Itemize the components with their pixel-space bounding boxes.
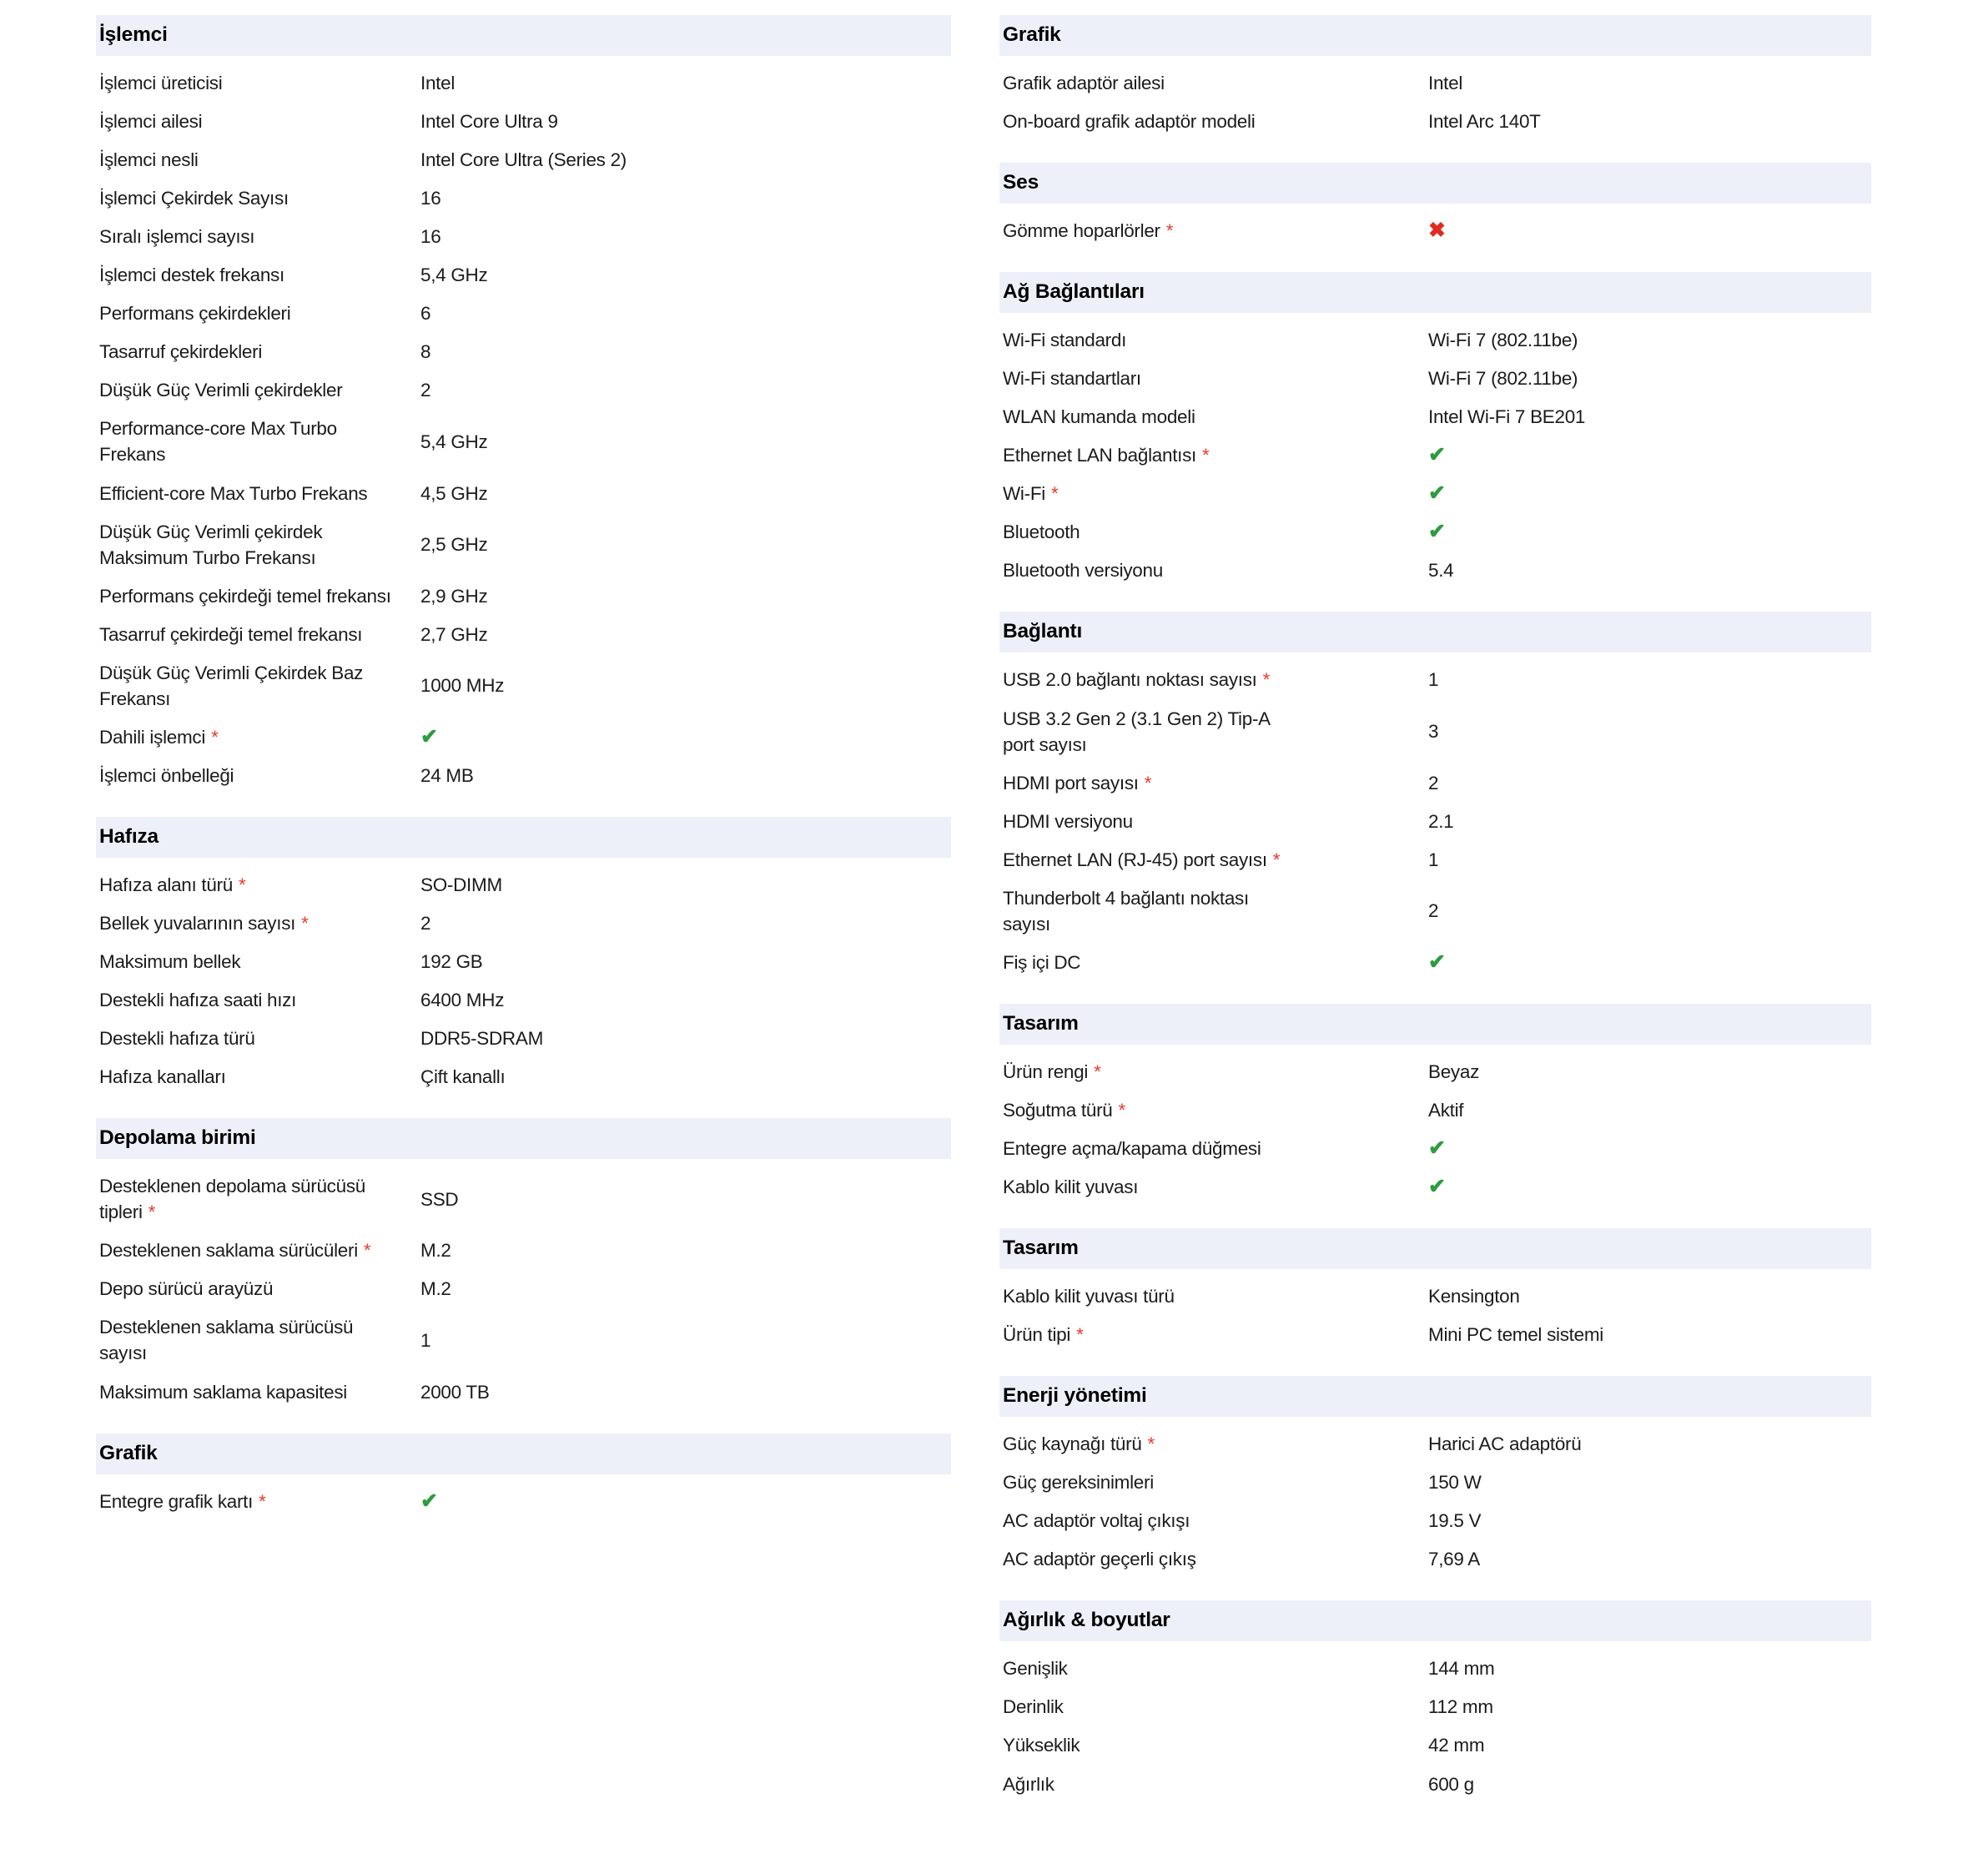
spec-value: 5,4 GHz: [420, 264, 488, 286]
spec-label: [1003, 108, 1428, 134]
spec-columns: [96, 15, 1871, 1826]
spec-row: [96, 654, 951, 718]
spec-row: [96, 1308, 951, 1373]
spec-row: [999, 398, 1871, 436]
spec-value: Çift kanallı: [420, 1066, 506, 1088]
spec-label: [1003, 442, 1428, 468]
section: [999, 1228, 1871, 1354]
section: [999, 1376, 1871, 1579]
spec-row: [999, 360, 1871, 398]
spec-label: [1003, 847, 1428, 873]
check-icon: ✔: [420, 1489, 438, 1513]
check-icon: ✔: [1428, 1175, 1446, 1199]
spec-label-text: Entegre açma/kapama düğmesi: [1003, 1137, 1261, 1159]
spec-value: Intel: [420, 73, 455, 93]
spec-label-text: Destekli hafıza türü: [99, 1028, 255, 1050]
spec-row: [96, 141, 951, 179]
spec-label: [1003, 1136, 1428, 1161]
spec-label-text: Ürün tipi: [1003, 1324, 1071, 1346]
spec-value: 42 mm: [1428, 1735, 1485, 1756]
spec-value: [420, 724, 951, 750]
spec-label-text: AC adaptör voltaj çıkışı: [1003, 1510, 1190, 1532]
spec-row: [999, 944, 1871, 982]
spec-row: [999, 803, 1871, 841]
spec-label: [1003, 1508, 1428, 1534]
spec-value: 1000 MHz: [420, 675, 505, 697]
spec-row: [96, 333, 951, 371]
spec-value: Kensington: [1428, 1286, 1520, 1307]
spec-label: [1003, 1694, 1428, 1720]
spec-value: Intel Core Ultra 9: [420, 111, 558, 133]
spec-row: [96, 371, 951, 410]
spec-label-text: İşlemci Çekirdek Sayısı: [99, 188, 289, 209]
spec-value: 2.1: [1428, 810, 1454, 832]
spec-value: SO-DIMM: [420, 874, 502, 895]
spec-label-text: WLAN kumanda modeli: [1003, 406, 1195, 428]
spec-value: 2,5 GHz: [420, 534, 488, 556]
spec-value: [1428, 950, 1871, 975]
spec-label-text: Desteklenen saklama sürücüleri: [99, 1240, 358, 1262]
spec-value: 1: [1428, 849, 1439, 870]
spec-label-text: Düşük Güç Verimli Çekirdek Baz Frekansı: [99, 662, 364, 709]
spec-label-text: Performans çekirdeği temel frekansı: [99, 585, 391, 607]
spec-row: [999, 475, 1871, 513]
spec-row: [999, 841, 1871, 879]
spec-label: [99, 1276, 420, 1302]
spec-label: [1003, 950, 1428, 975]
spec-label: [99, 377, 420, 403]
spec-value: 24 MB: [420, 764, 474, 786]
spec-label-text: Entegre grafik kartı: [99, 1490, 254, 1512]
spec-label-text: HDMI versiyonu: [1003, 810, 1133, 832]
spec-row: [96, 904, 951, 943]
spec-row: [999, 661, 1871, 699]
spec-label-text: Tasarruf çekirdekleri: [99, 341, 263, 363]
required-asterisk: *: [1076, 1324, 1084, 1346]
spec-label-text: Performance-core Max Turbo Frekans: [99, 418, 337, 466]
required-asterisk: *: [1144, 772, 1152, 793]
spec-row: [96, 218, 951, 256]
spec-label-text: Wi-Fi standartları: [1003, 368, 1141, 390]
spec-row: [96, 256, 951, 295]
spec-row: [999, 1766, 1871, 1804]
spec-value: 7,69 A: [1428, 1549, 1481, 1570]
required-asterisk: *: [1050, 483, 1059, 505]
spec-value: 2000 TB: [420, 1381, 490, 1403]
spec-label: [99, 108, 420, 134]
spec-value: Intel Wi-Fi 7 BE201: [1428, 406, 1586, 428]
spec-value: 3: [1428, 721, 1439, 743]
spec-value: [1428, 519, 1871, 545]
section: [999, 1004, 1871, 1207]
spec-row: [999, 1464, 1871, 1502]
spec-label-text: Sıralı işlemci sayısı: [99, 226, 255, 248]
section: [999, 612, 1871, 981]
spec-label: [1003, 1059, 1428, 1085]
section-header: Bağlantı: [999, 612, 1871, 652]
spec-label-text: Wi-Fi: [1003, 483, 1045, 505]
spec-label-text: Wi-Fi standardı: [1003, 330, 1127, 351]
spec-label: [99, 416, 393, 467]
required-asterisk: *: [1272, 849, 1281, 870]
spec-value: 2,9 GHz: [420, 585, 488, 607]
section-header: Ses: [999, 163, 1871, 204]
spec-label-text: Ağırlık: [1003, 1773, 1054, 1795]
spec-label-text: Kablo kilit yuvası: [1003, 1176, 1139, 1198]
spec-label-text: Düşük Güç Verimli çekirdekler: [99, 380, 343, 401]
spec-label-text: Dahili işlemci: [99, 726, 206, 748]
spec-label-text: Tasarruf çekirdeği temel frekansı: [99, 623, 363, 645]
spec-label-text: Hafıza kanalları: [99, 1066, 226, 1088]
spec-label: [99, 583, 420, 609]
spec-row: [999, 103, 1871, 141]
spec-row: [999, 1502, 1871, 1540]
spec-row: [999, 879, 1871, 944]
spec-row: [999, 1650, 1871, 1688]
spec-label-text: Bluetooth versiyonu: [1003, 560, 1163, 582]
spec-label: [1003, 770, 1428, 796]
spec-label-text: Maksimum bellek: [99, 951, 241, 973]
spec-label: [1003, 1322, 1428, 1348]
spec-value: 2,7 GHz: [420, 623, 488, 645]
spec-row: [999, 1316, 1871, 1354]
required-asterisk: *: [211, 726, 219, 748]
spec-label-text: Derinlik: [1003, 1696, 1064, 1718]
section-header: Grafik: [999, 15, 1871, 56]
spec-label-text: Thunderbolt 4 bağlantı noktası sayısı: [1003, 887, 1249, 935]
spec-value: 2: [420, 380, 431, 401]
spec-value: 1: [1428, 669, 1439, 691]
required-asterisk: *: [1262, 669, 1271, 691]
spec-row: [96, 513, 951, 577]
spec-label-text: Depo sürücü arayüzü: [99, 1278, 274, 1300]
required-asterisk: *: [1118, 1099, 1125, 1121]
spec-label: [99, 147, 420, 173]
required-asterisk: *: [363, 1240, 371, 1262]
check-icon: ✔: [1428, 481, 1446, 506]
section: [96, 1118, 951, 1411]
spec-value: Harici AC adaptörü: [1428, 1433, 1582, 1455]
section-header: Tasarım: [999, 1228, 1871, 1269]
spec-value: Aktif: [1428, 1099, 1464, 1121]
spec-value: 600 g: [1428, 1773, 1474, 1795]
spec-value: 2: [1428, 900, 1439, 922]
spec-value: 2: [420, 912, 431, 934]
section: [96, 15, 951, 795]
spec-row: [96, 1373, 951, 1412]
spec-label-text: Fiş içi DC: [1003, 951, 1081, 973]
spec-label-text: On-board grafik adaptör modeli: [1003, 111, 1256, 133]
spec-row: [96, 103, 951, 141]
spec-row: [96, 866, 951, 904]
spec-row: [96, 757, 951, 795]
spec-label: [99, 262, 420, 288]
spec-label: [99, 1173, 393, 1225]
spec-value: [1428, 481, 1871, 506]
spec-label: [1003, 365, 1428, 391]
spec-label-text: Desteklenen saklama sürücüsü sayısı: [99, 1317, 354, 1364]
spec-label: [99, 660, 393, 712]
spec-label: [99, 987, 420, 1013]
spec-row: [96, 295, 951, 333]
spec-value: Wi-Fi 7 (802.11be): [1428, 368, 1578, 390]
spec-row: [999, 764, 1871, 803]
spec-column-left: [96, 15, 951, 1543]
spec-value: 112 mm: [1428, 1696, 1493, 1718]
spec-label: [99, 724, 420, 750]
section-header: İşlemci: [96, 15, 951, 56]
spec-value: 8: [420, 341, 431, 363]
spec-value: [1428, 218, 1871, 244]
spec-value: [420, 1489, 951, 1514]
check-icon: ✔: [1428, 443, 1446, 467]
spec-label: [1003, 218, 1428, 244]
spec-label-text: Destekli hafıza saati hızı: [99, 990, 297, 1011]
spec-row: [999, 1053, 1871, 1091]
section: [96, 817, 951, 1096]
spec-label: [99, 481, 420, 506]
check-icon: ✔: [1428, 950, 1446, 974]
section: [999, 163, 1871, 250]
spec-column-right: [999, 15, 1871, 1826]
spec-row: [96, 1058, 951, 1096]
spec-value: 2: [1428, 772, 1439, 793]
spec-label: [1003, 519, 1428, 545]
spec-value: 16: [420, 188, 441, 209]
spec-label: [99, 872, 420, 898]
spec-value: Intel Core Ultra (Series 2): [420, 149, 627, 171]
spec-value: DDR5-SDRAM: [420, 1028, 544, 1050]
spec-label: [1003, 1097, 1428, 1123]
spec-row: [999, 1130, 1871, 1168]
spec-row: [999, 700, 1871, 764]
section-header: Grafik: [96, 1433, 951, 1474]
required-asterisk: *: [239, 874, 246, 895]
spec-row: [999, 552, 1871, 590]
spec-row: [96, 1167, 951, 1232]
spec-value: 5.4: [1428, 560, 1454, 582]
spec-label: [1003, 1655, 1428, 1681]
spec-row: [999, 1726, 1871, 1765]
spec-value: M.2: [420, 1278, 451, 1300]
spec-row: [999, 513, 1871, 552]
spec-row: [96, 1483, 951, 1521]
spec-value: 1: [420, 1329, 431, 1351]
spec-label: [99, 300, 420, 326]
spec-label: [1003, 404, 1428, 430]
spec-label-text: Desteklenen depolama sürücüsü tipleri: [99, 1176, 366, 1223]
spec-label-text: Ürün rengi: [1003, 1060, 1089, 1082]
spec-label: [99, 1064, 420, 1090]
spec-value: Wi-Fi 7 (802.11be): [1428, 330, 1578, 351]
spec-value: SSD: [420, 1188, 459, 1210]
spec-value: Mini PC temel sistemi: [1428, 1324, 1603, 1346]
spec-label-text: İşlemci önbelleği: [99, 764, 234, 786]
spec-value: [1428, 1136, 1871, 1161]
spec-row: [999, 1277, 1871, 1316]
spec-row: [999, 1688, 1871, 1726]
spec-label-text: İşlemci ailesi: [99, 111, 203, 133]
spec-label-text: USB 3.2 Gen 2 (3.1 Gen 2) Tip-A port sayısı: [1003, 708, 1270, 755]
spec-row: [999, 321, 1871, 360]
spec-row: [96, 475, 951, 513]
spec-label: [1003, 1469, 1428, 1495]
spec-label: [1003, 809, 1428, 834]
spec-row: [96, 616, 951, 654]
spec-row: [999, 212, 1871, 250]
spec-value: Beyaz: [1428, 1060, 1480, 1082]
spec-value: Intel Arc 140T: [1428, 111, 1541, 133]
section-header: Hafıza: [96, 817, 951, 858]
spec-label-text: İşlemci nesli: [99, 149, 199, 171]
spec-label: [1003, 1546, 1428, 1572]
spec-label-text: Güç gereksinimleri: [1003, 1472, 1154, 1494]
spec-row: [96, 410, 951, 474]
spec-label: [1003, 667, 1428, 693]
section-header: Enerji yönetimi: [999, 1376, 1871, 1417]
spec-row: [999, 1540, 1871, 1579]
spec-label-text: Maksimum saklama kapasitesi: [99, 1381, 347, 1403]
required-asterisk: *: [1147, 1433, 1155, 1455]
spec-row: [999, 1425, 1871, 1464]
spec-label-text: Güç kaynağı türü: [1003, 1433, 1142, 1455]
spec-value: 19.5 V: [1428, 1510, 1482, 1532]
required-asterisk: *: [1165, 220, 1174, 242]
spec-label-text: İşlemci destek frekansı: [99, 264, 284, 286]
spec-row: [999, 1168, 1871, 1207]
spec-row: [96, 64, 951, 103]
spec-value: 6400 MHz: [420, 990, 505, 1011]
required-asterisk: *: [301, 912, 309, 934]
spec-label: [1003, 557, 1428, 583]
spec-value: 150 W: [1428, 1472, 1482, 1494]
section: [999, 15, 1871, 141]
spec-row: [999, 1091, 1871, 1130]
spec-label: [1003, 1771, 1428, 1797]
spec-label-text: Yükseklik: [1003, 1735, 1080, 1756]
spec-label: [99, 185, 420, 211]
spec-label: [99, 70, 420, 96]
spec-label-text: Efficient-core Max Turbo Frekans: [99, 482, 368, 504]
spec-label-text: Soğutma türü: [1003, 1099, 1113, 1121]
spec-label: [1003, 481, 1428, 506]
spec-label-text: Düşük Güç Verimli çekirdek Maksimum Turbo Frekansı: [99, 521, 323, 568]
spec-label: [99, 1314, 393, 1366]
spec-label: [99, 339, 420, 365]
spec-label: [99, 1379, 420, 1405]
section: [999, 272, 1871, 590]
section: [999, 1600, 1871, 1803]
spec-row: [96, 1270, 951, 1308]
section-header: Ağ Bağlantıları: [999, 272, 1871, 313]
spec-label: [1003, 706, 1296, 758]
section-header: Depolama birimi: [96, 1118, 951, 1159]
spec-value: Intel: [1428, 73, 1463, 93]
spec-label-text: USB 2.0 bağlantı noktası sayısı: [1003, 669, 1257, 691]
spec-label: [1003, 885, 1296, 937]
spec-value: 6: [420, 303, 431, 325]
spec-label: [99, 910, 420, 936]
spec-label-text: Genişlik: [1003, 1658, 1068, 1680]
spec-label: [1003, 70, 1428, 96]
spec-row: [96, 577, 951, 616]
spec-value: [1428, 442, 1871, 468]
spec-row: [96, 981, 951, 1020]
spec-label: [99, 622, 420, 647]
spec-label: [99, 519, 393, 571]
spec-label-text: Performans çekirdekleri: [99, 303, 291, 325]
spec-value: 144 mm: [1428, 1658, 1495, 1680]
spec-label-text: AC adaptör geçerli çıkış: [1003, 1549, 1196, 1570]
check-icon: ✔: [420, 724, 438, 748]
spec-label-text: İşlemci üreticisi: [99, 73, 223, 93]
spec-row: [999, 436, 1871, 475]
cross-icon: ✖: [1428, 219, 1446, 243]
spec-row: [96, 943, 951, 981]
spec-row: [96, 179, 951, 218]
spec-value: [1428, 1174, 1871, 1200]
spec-label-text: Kablo kilit yuvası türü: [1003, 1286, 1175, 1307]
spec-row: [96, 718, 951, 757]
spec-label-text: Grafik adaptör ailesi: [1003, 73, 1165, 93]
spec-label-text: Ethernet LAN (RJ-45) port sayısı: [1003, 849, 1267, 870]
section: [96, 1433, 951, 1521]
check-icon: ✔: [1428, 1136, 1446, 1160]
spec-label-text: Ethernet LAN bağlantısı: [1003, 445, 1196, 466]
spec-value: 192 GB: [420, 951, 483, 973]
check-icon: ✔: [1428, 520, 1446, 544]
spec-label: [1003, 1174, 1428, 1200]
required-asterisk: *: [1094, 1060, 1101, 1082]
spec-row: [96, 1232, 951, 1270]
spec-label: [99, 1489, 420, 1514]
spec-label-text: Bluetooth: [1003, 521, 1080, 543]
spec-row: [96, 1020, 951, 1058]
spec-label: [1003, 327, 1428, 353]
spec-label-text: Bellek yuvalarının sayısı: [99, 912, 296, 934]
required-asterisk: *: [259, 1490, 266, 1512]
spec-label: [99, 224, 420, 249]
spec-label: [99, 1025, 420, 1051]
spec-label: [99, 763, 420, 788]
spec-label: [1003, 1283, 1428, 1309]
section-header: Ağırlık & boyutlar: [999, 1600, 1871, 1641]
spec-value: 16: [420, 226, 441, 248]
section-header: Tasarım: [999, 1004, 1871, 1045]
spec-label: [1003, 1732, 1428, 1758]
spec-label: [99, 1237, 420, 1263]
spec-value: 4,5 GHz: [420, 482, 488, 504]
spec-label: [99, 949, 420, 975]
required-asterisk: *: [1202, 445, 1210, 466]
spec-value: M.2: [420, 1240, 451, 1262]
required-asterisk: *: [148, 1202, 156, 1223]
spec-row: [999, 64, 1871, 103]
spec-label: [1003, 1431, 1428, 1457]
spec-label-text: HDMI port sayısı: [1003, 772, 1139, 793]
spec-label-text: Hafıza alanı türü: [99, 874, 233, 895]
spec-label-text: Gömme hoparlörler: [1003, 220, 1160, 242]
spec-value: 5,4 GHz: [420, 431, 488, 452]
